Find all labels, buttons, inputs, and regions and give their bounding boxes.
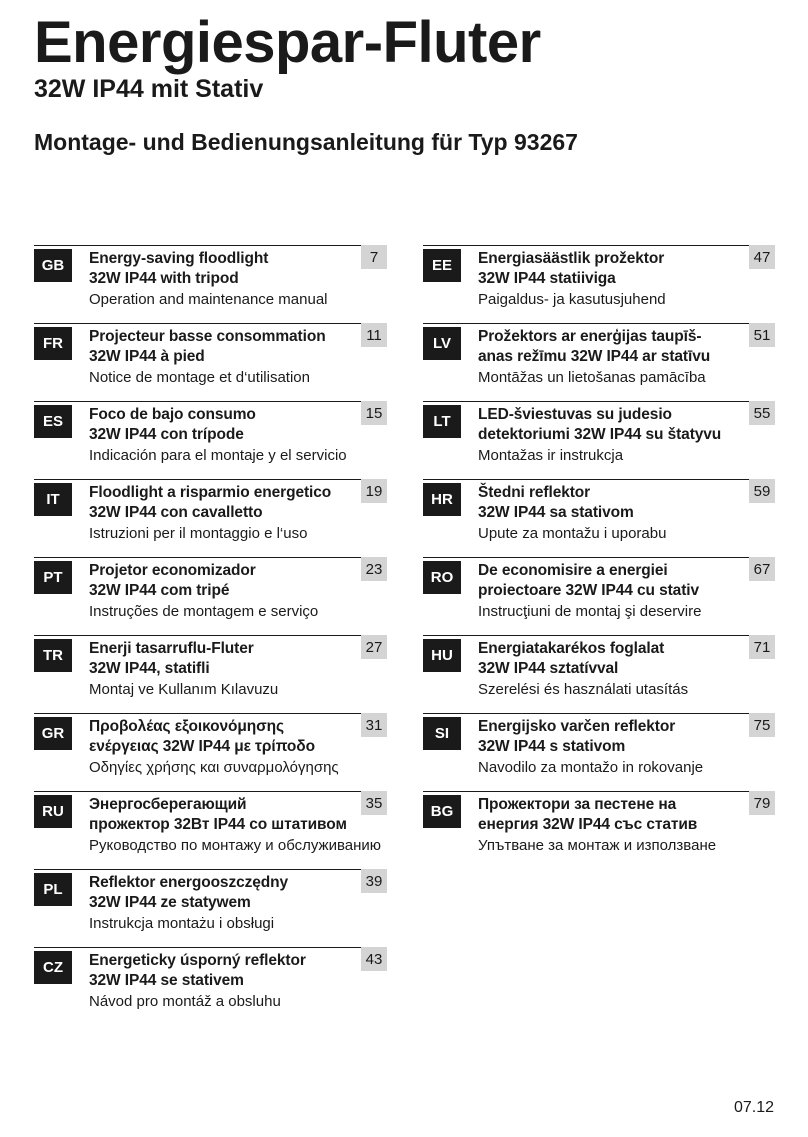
language-code-badge: PL	[34, 873, 72, 906]
language-entry-it[interactable]	[34, 479, 387, 557]
manual-description: Szerelési és használati utasítás	[478, 681, 689, 698]
language-code-badge: RU	[34, 795, 72, 828]
entry-divider	[423, 245, 775, 246]
language-entry-hr[interactable]	[423, 479, 775, 557]
entry-text	[89, 639, 387, 699]
language-code-badge: SI	[423, 717, 461, 750]
page-number: 79	[749, 791, 775, 815]
manual-description: Navodilo za montažo in rokovanje	[478, 759, 704, 776]
product-name-line-2: proiectoare 32W IP44 cu stativ	[478, 582, 699, 599]
product-name-line-2: 32W IP44 sa stativom	[478, 504, 634, 521]
entry-text	[89, 249, 387, 309]
product-name-line-1: Projetor economizador	[89, 562, 256, 579]
language-entry-tr[interactable]	[34, 635, 387, 713]
document-title: Montage- und Bedienungsanleitung für Typ 93267	[34, 129, 578, 155]
manual-description: Instrukcja montażu i obsługi	[89, 915, 275, 932]
manual-description: Operation and maintenance manual	[89, 291, 328, 308]
entry-divider	[34, 557, 387, 558]
page-number: 7	[361, 245, 387, 269]
entry-text	[478, 639, 775, 699]
language-entry-bg[interactable]	[423, 791, 775, 869]
language-code-badge: GB	[34, 249, 72, 282]
language-code-badge: FR	[34, 327, 72, 360]
language-code-badge: TR	[34, 639, 72, 672]
page-number: 27	[361, 635, 387, 659]
language-entry-ro[interactable]	[423, 557, 775, 635]
language-code-badge: PT	[34, 561, 72, 594]
language-code-badge: ES	[34, 405, 72, 438]
entry-text	[478, 405, 775, 465]
manual-description: Οδηγίες χρήσης και συναρμολόγησης	[89, 759, 339, 776]
product-name-line-1: De economisire a energiei	[478, 562, 668, 579]
entry-text	[478, 717, 775, 777]
manual-description: Montažas ir instrukcja	[478, 447, 624, 464]
manual-description: Montaj ve Kullanım Kılavuzu	[89, 681, 279, 698]
entry-text	[89, 483, 387, 543]
entry-divider	[423, 791, 775, 792]
language-code-badge: LT	[423, 405, 461, 438]
product-name-line-1: Energijsko varčen reflektor	[478, 718, 676, 735]
entry-text	[89, 327, 387, 387]
entry-divider	[34, 947, 387, 948]
language-entry-ru[interactable]	[34, 791, 387, 869]
language-entry-fr[interactable]	[34, 323, 387, 401]
entry-text	[478, 327, 775, 387]
edition-date: 07.12	[733, 1099, 774, 1116]
page-number: 51	[749, 323, 775, 347]
language-entry-lt[interactable]	[423, 401, 775, 479]
entry-divider	[423, 635, 775, 636]
manual-description: Упътване за монтаж и използване	[478, 837, 717, 854]
product-name-line-1: Štedni reflektor	[478, 484, 591, 501]
entry-text	[89, 405, 387, 465]
entry-divider	[34, 245, 387, 246]
page-number: 31	[361, 713, 387, 737]
entry-divider	[34, 479, 387, 480]
page-number: 23	[361, 557, 387, 581]
product-name-line-1: Energiatakarékos foglalat	[478, 640, 665, 657]
entry-divider	[34, 869, 387, 870]
manual-description: Руководство по монтажу и обслуживанию	[89, 837, 382, 854]
language-entry-pt[interactable]	[34, 557, 387, 635]
language-code-badge: CZ	[34, 951, 72, 984]
language-code-badge: IT	[34, 483, 72, 516]
entry-divider	[34, 713, 387, 714]
entry-text	[89, 795, 387, 855]
language-entry-hu[interactable]	[423, 635, 775, 713]
product-name-line-1: Projecteur basse consommation	[89, 328, 326, 345]
product-name-line-2: detektoriumi 32W IP44 su štatyvu	[478, 426, 722, 443]
language-code-badge: BG	[423, 795, 461, 828]
entry-text	[478, 249, 775, 309]
entry-text	[478, 795, 775, 855]
product-name-line-1: Προβολέας εξοικονόμησης	[89, 718, 284, 735]
page-number: 67	[749, 557, 775, 581]
language-entry-es[interactable]	[34, 401, 387, 479]
language-code-badge: HR	[423, 483, 461, 516]
entry-divider	[34, 323, 387, 324]
entry-divider	[423, 479, 775, 480]
page-number: 11	[361, 323, 387, 347]
product-name-line-1: Прожектори за пестене на	[478, 796, 677, 813]
product-name-line-1: Floodlight a risparmio energetico	[89, 484, 332, 501]
entry-text	[478, 483, 775, 543]
manual-description: Návod pro montáž a obsluhu	[89, 993, 281, 1010]
entry-divider	[423, 557, 775, 558]
page-number: 19	[361, 479, 387, 503]
language-entry-lv[interactable]	[423, 323, 775, 401]
manual-description: Notice de montage et d‘utilisation	[89, 369, 310, 386]
product-name-line-2: 32W IP44 ze statywem	[89, 894, 251, 911]
entry-divider	[34, 635, 387, 636]
entry-text	[89, 873, 387, 933]
language-code-badge: HU	[423, 639, 461, 672]
entry-divider	[423, 401, 775, 402]
entry-divider	[423, 713, 775, 714]
product-name-line-1: Energy-saving floodlight	[89, 250, 269, 267]
language-entry-ee[interactable]	[423, 245, 775, 323]
product-name-line-2: anas režīmu 32W IP44 ar statīvu	[478, 348, 711, 365]
language-entry-si[interactable]	[423, 713, 775, 791]
language-entry-pl[interactable]	[34, 869, 387, 947]
manual-description: Istruzioni per il montaggio e l‘uso	[89, 525, 308, 542]
product-name-line-1: Энергосберегающий	[89, 796, 247, 813]
language-entry-gb[interactable]	[34, 245, 387, 323]
product-name-line-2: 32W IP44 con trípode	[89, 426, 244, 443]
product-name-line-1: Prožektors ar enerģijas taupīš-	[478, 328, 702, 345]
entry-divider	[423, 323, 775, 324]
product-name-line-2: 32W IP44 con cavalletto	[89, 504, 263, 521]
language-code-badge: EE	[423, 249, 461, 282]
page-number: 47	[749, 245, 775, 269]
manual-description: Paigaldus- ja kasutusjuhend	[478, 291, 666, 308]
language-entry-cz[interactable]	[34, 947, 387, 1025]
product-name-line-2: 32W IP44, statifli	[89, 660, 210, 677]
product-name-line-2: 32W IP44 com tripé	[89, 582, 230, 599]
product-name-line-1: LED-šviestuvas su judesio	[478, 406, 672, 423]
entry-text	[89, 561, 387, 621]
product-name-line-2: 32W IP44 à pied	[89, 348, 205, 365]
product-name-line-1: Energiasäästlik prožektor	[478, 250, 665, 267]
language-index-left-column	[34, 245, 387, 1025]
product-name-line-1: Foco de bajo consumo	[89, 406, 256, 423]
product-name-line-1: Reflektor energooszczędny	[89, 874, 289, 891]
language-index-right-column	[423, 245, 775, 869]
page-title: Energiespar-Fluter	[34, 10, 541, 75]
product-name-line-2: 32W IP44 s stativom	[478, 738, 626, 755]
product-name-line-2: 32W IP44 statiiviga	[478, 270, 616, 287]
page-number: 75	[749, 713, 775, 737]
page-number: 59	[749, 479, 775, 503]
page-number: 15	[361, 401, 387, 425]
product-subtitle: 32W IP44 mit Stativ	[34, 75, 264, 103]
language-entry-gr[interactable]	[34, 713, 387, 791]
page-number: 39	[361, 869, 387, 893]
page-number: 71	[749, 635, 775, 659]
page-number: 43	[361, 947, 387, 971]
product-name-line-2: 32W IP44 se stativem	[89, 972, 244, 989]
entry-divider	[34, 401, 387, 402]
language-code-badge: RO	[423, 561, 461, 594]
manual-description: Upute za montažu i uporabu	[478, 525, 667, 542]
product-name-line-2: 32W IP44 with tripod	[89, 270, 239, 287]
entry-text	[478, 561, 775, 621]
manual-description: Instrucţiuni de montaj şi deservire	[478, 603, 702, 620]
product-name-line-1: Enerji tasarruflu-Fluter	[89, 640, 254, 657]
manual-description: Indicación para el montaje y el servicio	[89, 447, 347, 464]
entry-text	[89, 717, 387, 777]
product-name-line-2: прожектор 32Вт IP44 со штативом	[89, 816, 347, 833]
entry-text	[89, 951, 387, 1011]
manual-description: Instruções de montagem e serviço	[89, 603, 319, 620]
page-number: 55	[749, 401, 775, 425]
product-name-line-2: 32W IP44 sztatívval	[478, 660, 619, 677]
manual-description: Montāžas un lietošanas pamācība	[478, 369, 706, 386]
page-number: 35	[361, 791, 387, 815]
product-name-line-2: ενέργειας 32W IP44 με τρίποδο	[89, 738, 315, 755]
language-code-badge: GR	[34, 717, 72, 750]
language-code-badge: LV	[423, 327, 461, 360]
product-name-line-2: енергия 32W IP44 със статив	[478, 816, 698, 833]
entry-divider	[34, 791, 387, 792]
product-name-line-1: Energeticky úsporný reflektor	[89, 952, 306, 969]
